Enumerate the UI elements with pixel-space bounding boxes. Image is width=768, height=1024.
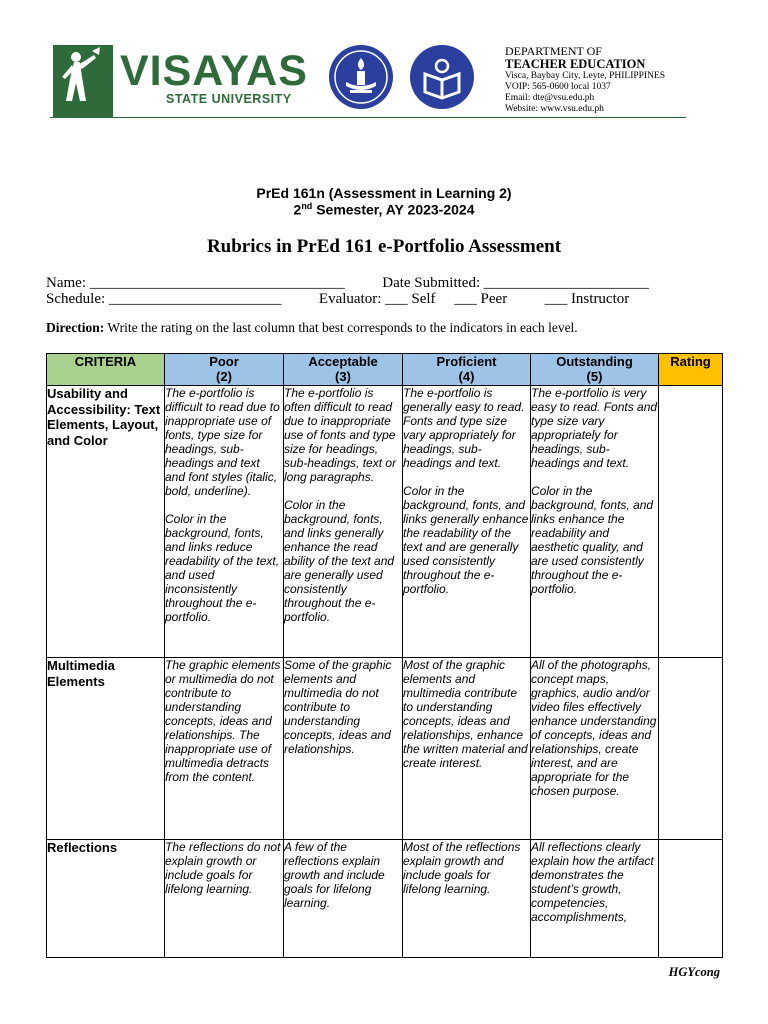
university-subname: STATE UNIVERSITY <box>166 92 292 106</box>
poor-score: (2) <box>216 369 232 384</box>
table-header-row <box>47 354 723 386</box>
criterion-reflections: Reflections <box>47 840 165 958</box>
university-emblem-icon <box>52 43 114 118</box>
department-voip: VOIP: 565-0600 local 1037 <box>505 82 611 92</box>
direction-label: Direction: <box>46 320 105 335</box>
department-line1: DEPARTMENT OF <box>505 44 602 58</box>
name-date-fields: Name: __________________________________ Date Submitted: ______________________ <box>46 275 649 291</box>
semester-suffix: nd <box>301 201 313 211</box>
outstanding-score: (5) <box>586 369 603 384</box>
header-acceptable: Acceptable (3) <box>284 354 403 386</box>
torch-seal-icon <box>328 44 394 110</box>
cell-text: Color in the background, fonts, and links generally enhance the read ability of the text and are generally used consistently throughout the e-portfolio. <box>284 498 395 624</box>
cell-outstanding: All reflections clearly explain how the artifact demonstrates the student’s growth, competencies, accomplishments, <box>531 840 659 958</box>
cell-text: The e-portfolio is generally easy to read. Fonts and type size vary appropriately for headings, sub-headings and text. <box>403 386 525 470</box>
table-row <box>47 840 723 958</box>
cell-poor <box>165 386 284 658</box>
cell-outstanding <box>531 386 659 658</box>
cell-text: Color in the background, fonts, and links reduce readability of the text, and used inconsistently throughout the e-portfolio. <box>165 512 280 624</box>
page-title: Rubrics in PrEd 161 e-Portfolio Assessment <box>206 236 562 257</box>
criterion-usability: Usability and Accessibility: Text Elements, Layout, and Color <box>47 386 165 658</box>
cell-proficient: Most of the reflections explain growth and include goals for lifelong learning. <box>403 840 531 958</box>
rating-cell[interactable] <box>659 840 723 958</box>
cell-outstanding: All of the photographs, concept maps, graphics, audio and/or video files effectively enhance understanding of concepts, ideas and relationships, create interest, and are appropriate for the chosen purpose. <box>531 658 659 840</box>
header-poor: Poor (2) <box>165 354 284 386</box>
cell-acceptable <box>284 386 403 658</box>
proficient-score: (4) <box>458 369 475 384</box>
header-rating: Rating <box>659 354 723 386</box>
table-row <box>47 658 723 840</box>
university-name: VISAYAS <box>120 47 308 95</box>
schedule-evaluator-fields: Schedule: _______________________ Evaluator: ___ Self ___ Peer ___ Instructor <box>46 291 630 307</box>
book-seal-icon <box>409 44 475 110</box>
table-row <box>47 386 723 658</box>
direction-text <box>46 320 578 336</box>
cell-text: The e-portfolio is often difficult to read due to inappropriate use of fonts and type size for headings, sub-headings, text or long paragraphs. <box>284 386 397 484</box>
acceptable-score: (3) <box>335 369 351 384</box>
cell-acceptable: Some of the graphic elements and multimedia do not contribute to understanding concepts, ideas and relationships. <box>284 658 403 840</box>
cell-poor: The graphic elements or multimedia do not contribute to understanding concepts, ideas and relationships. The inappropriate use of multimedia detracts from the content. <box>165 658 284 840</box>
department-line2: TEACHER EDUCATION <box>505 57 646 71</box>
semester-rest: Semester, AY 2023-2024 <box>312 201 475 218</box>
cell-proficient <box>403 386 531 658</box>
cell-text: Color in the background, fonts, and links generally enhance the readability of the text and are generally used consistently throughout the e-portfolio. <box>403 484 529 596</box>
department-email: Email: dte@vsu.edu.ph <box>505 93 595 103</box>
criterion-multimedia: Multimedia Elements <box>47 658 165 840</box>
rating-cell[interactable] <box>659 386 723 658</box>
cell-text: The e-portfolio is difficult to read due to inappropriate use of fonts, type size for headings, sub-headings and text and font styles (italic, bold, underline). <box>165 386 280 498</box>
university-logo <box>52 43 308 118</box>
cell-proficient: Most of the graphic elements and multimedia contribute to understanding concepts, ideas and relationships, enhance the written material and create interest. <box>403 658 531 840</box>
semester-number: 2 <box>293 201 302 218</box>
header-outstanding: Outstanding (5) <box>531 354 659 386</box>
department-website: Website: www.vsu.edu.ph <box>505 104 604 114</box>
course-title: PrEd 161n (Assessment in Learning 2) <box>256 185 512 201</box>
rubric-table <box>46 353 723 958</box>
course-semester <box>0 201 768 218</box>
cell-acceptable: A few of the reflections explain growth and include goals for lifelong learning. <box>284 840 403 958</box>
rating-cell[interactable] <box>659 658 723 840</box>
header-proficient: Proficient (4) <box>403 354 531 386</box>
header-divider <box>50 117 686 118</box>
author-signature: HGYcong <box>668 965 720 979</box>
department-info <box>505 45 665 115</box>
direction-body: Write the rating on the last column that best corresponds to the indicators in each level. <box>104 320 578 335</box>
cell-text: Color in the background, fonts, and links enhance the readability and aesthetic quality, and are used consistently throughout the e-portfolio. <box>531 484 654 596</box>
department-address: Visca, Baybay City, Leyte, PHILIPPINES <box>505 71 666 81</box>
cell-poor: The reflections do not explain growth or include goals for lifelong learning. <box>165 840 284 958</box>
header-criteria: CRITERIA <box>47 354 165 386</box>
cell-text: The e-portfolio is very easy to read. Fonts and type size vary appropriately for headings, sub-headings and text. <box>531 386 658 470</box>
